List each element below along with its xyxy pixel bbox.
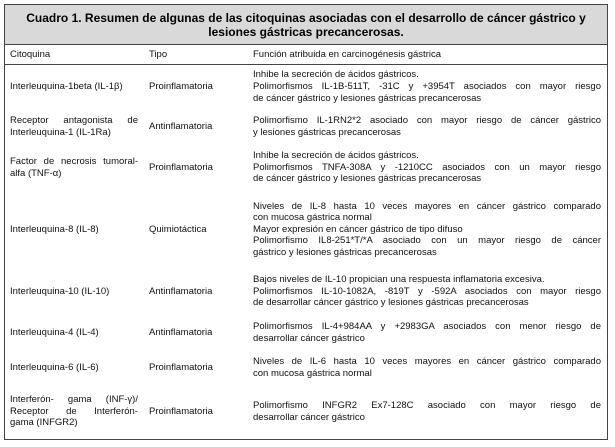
function-line: Polimorfismo IL-1RN2*2 asociado con mayor riesgo de cáncer gástrico bbox=[253, 114, 601, 126]
table-row bbox=[5, 315, 607, 351]
function-line: Niveles de IL-6 hasta 10 veces mayores en cáncer gástrico comparado bbox=[253, 356, 601, 368]
cytokine-type: Proinflamatoria bbox=[149, 362, 213, 374]
header-row bbox=[5, 45, 607, 65]
cytokine-type: Proinflamatoria bbox=[149, 405, 213, 417]
cytokine-name-line: Interleuquina-10 (IL-10) bbox=[10, 285, 110, 297]
function-line: Inhibe la secreción de ácidos gástricos. bbox=[253, 69, 419, 81]
type-cell bbox=[144, 65, 248, 109]
header-cytokine: Citoquina bbox=[5, 45, 144, 65]
function-line: con mucosa gástrica normal bbox=[253, 368, 372, 379]
function-line: Polimorfismo IL8-251*T/*A asociado con un mayor riesgo de cáncer bbox=[253, 235, 601, 247]
type-cell bbox=[144, 386, 248, 438]
cytokine-name-line: gama (INFGR2) bbox=[10, 417, 78, 429]
cytokine-type: Antinflamatoria bbox=[149, 285, 213, 297]
function-line: gástrico y lesiones gástricas precancerosas bbox=[253, 246, 437, 258]
table-row bbox=[5, 109, 607, 145]
type-cell bbox=[144, 315, 248, 351]
caption-line-2: lesiones gástricas precancerosas. bbox=[208, 24, 404, 39]
table-body bbox=[5, 65, 607, 438]
cytokine-name-line: alfa (TNF-α) bbox=[10, 167, 62, 179]
table-row bbox=[5, 191, 607, 269]
table-frame bbox=[4, 4, 608, 440]
cytokine-name-line: Receptor de Interferón- bbox=[10, 405, 138, 417]
cytokine-name-line: Interleuquina-1 (IL-1Ra) bbox=[10, 126, 111, 138]
function-line: desarrollar cáncer gástrico bbox=[253, 411, 365, 423]
function-line: Polimorfismos IL-1B-511T, -31C y +3954T asociados con mayor riesgo bbox=[253, 80, 601, 92]
cytokine-name-line: Interleuquina-8 (IL-8) bbox=[10, 223, 99, 235]
type-cell bbox=[144, 269, 248, 315]
cytokine-type: Proinflamatoria bbox=[149, 161, 213, 173]
cytokine-cell bbox=[5, 191, 144, 269]
function-cell bbox=[248, 386, 607, 438]
function-line: Polimorfismos IL-4+984AA y +2983GA asociados con menor riesgo de bbox=[253, 320, 601, 332]
cytokine-type: Quimiotáctica bbox=[149, 223, 207, 235]
function-cell bbox=[248, 191, 607, 269]
cytokine-name-line: Receptor antagonista de bbox=[10, 114, 138, 126]
function-line: de cáncer gástrico y lesiones gástricas precancerosas bbox=[253, 173, 482, 185]
header-type: Tipo bbox=[144, 45, 248, 65]
function-cell bbox=[248, 351, 607, 386]
cytokine-name-line: Interleuquina-1beta (IL-1β) bbox=[10, 80, 123, 92]
function-line: Niveles de IL-8 hasta 10 veces mayores en cáncer gástrico comparado bbox=[253, 200, 601, 212]
function-cell bbox=[248, 109, 607, 145]
cytokine-type: Proinflamatoria bbox=[149, 80, 213, 92]
cytokine-cell bbox=[5, 145, 144, 191]
table-caption bbox=[5, 5, 607, 45]
cytokine-table bbox=[5, 45, 607, 438]
function-line: y lesiones gástricas precancerosas bbox=[253, 126, 401, 138]
function-line: Bajos niveles de IL-10 propician una respuesta inflamatoria excesiva. bbox=[253, 274, 545, 286]
caption-line-1: Cuadro 1. Resumen de algunas de las citoquinas asociadas con el desarrollo de cáncer gástrico y bbox=[26, 10, 586, 25]
cytokine-cell bbox=[5, 386, 144, 438]
cytokine-cell bbox=[5, 351, 144, 386]
function-line: Polimorfismos IL-10-1082A, -819T y -592A asociados con mayor riesgo bbox=[253, 285, 601, 297]
function-line: desarrollar cáncer gástrico bbox=[253, 332, 365, 344]
function-line: con mucosa gástrica normal bbox=[253, 212, 372, 224]
cytokine-name-line: Factor de necrosis tumoral- bbox=[10, 155, 138, 167]
cytokine-name-line: Interleuquina-4 (IL-4) bbox=[10, 326, 99, 338]
type-cell bbox=[144, 191, 248, 269]
function-cell bbox=[248, 315, 607, 351]
function-line: Mayor expresión en cáncer gástrico de tipo difuso bbox=[253, 223, 463, 235]
cytokine-cell bbox=[5, 65, 144, 109]
function-line: Polimorfismos TNFA-308A y -1210CC asociados con un mayor riesgo bbox=[253, 161, 601, 173]
type-cell bbox=[144, 145, 248, 191]
cytokine-type: Antinflamatoria bbox=[149, 120, 213, 132]
table-row bbox=[5, 269, 607, 315]
table-row bbox=[5, 386, 607, 438]
header-function: Función atribuida en carcinogénesis gástrica bbox=[248, 45, 607, 65]
type-cell bbox=[144, 109, 248, 145]
cytokine-type: Antinflamatoria bbox=[149, 326, 213, 338]
function-line: de desarrollar cáncer gástrico y lesiones gástricas precancerosas bbox=[253, 297, 529, 309]
cytokine-cell bbox=[5, 315, 144, 351]
table-row bbox=[5, 65, 607, 109]
cytokine-cell bbox=[5, 269, 144, 315]
function-line: de cáncer gástrico y lesiones gástricas precancerosas bbox=[253, 92, 482, 104]
function-cell bbox=[248, 65, 607, 109]
cytokine-cell bbox=[5, 109, 144, 145]
cytokine-name-line: Interferón- gama (INF-γ)/ bbox=[10, 394, 138, 406]
function-cell bbox=[248, 145, 607, 191]
table-row bbox=[5, 351, 607, 386]
function-cell bbox=[248, 269, 607, 315]
table-row bbox=[5, 145, 607, 191]
function-line: Polimorfismo INFGR2 Ex7-128C asociado con mayor riesgo de bbox=[253, 399, 601, 411]
type-cell bbox=[144, 351, 248, 386]
cytokine-name-line: Interleuquina-6 (IL-6) bbox=[10, 362, 99, 374]
function-line: Inhibe la secreción de ácidos gástricos. bbox=[253, 150, 419, 162]
